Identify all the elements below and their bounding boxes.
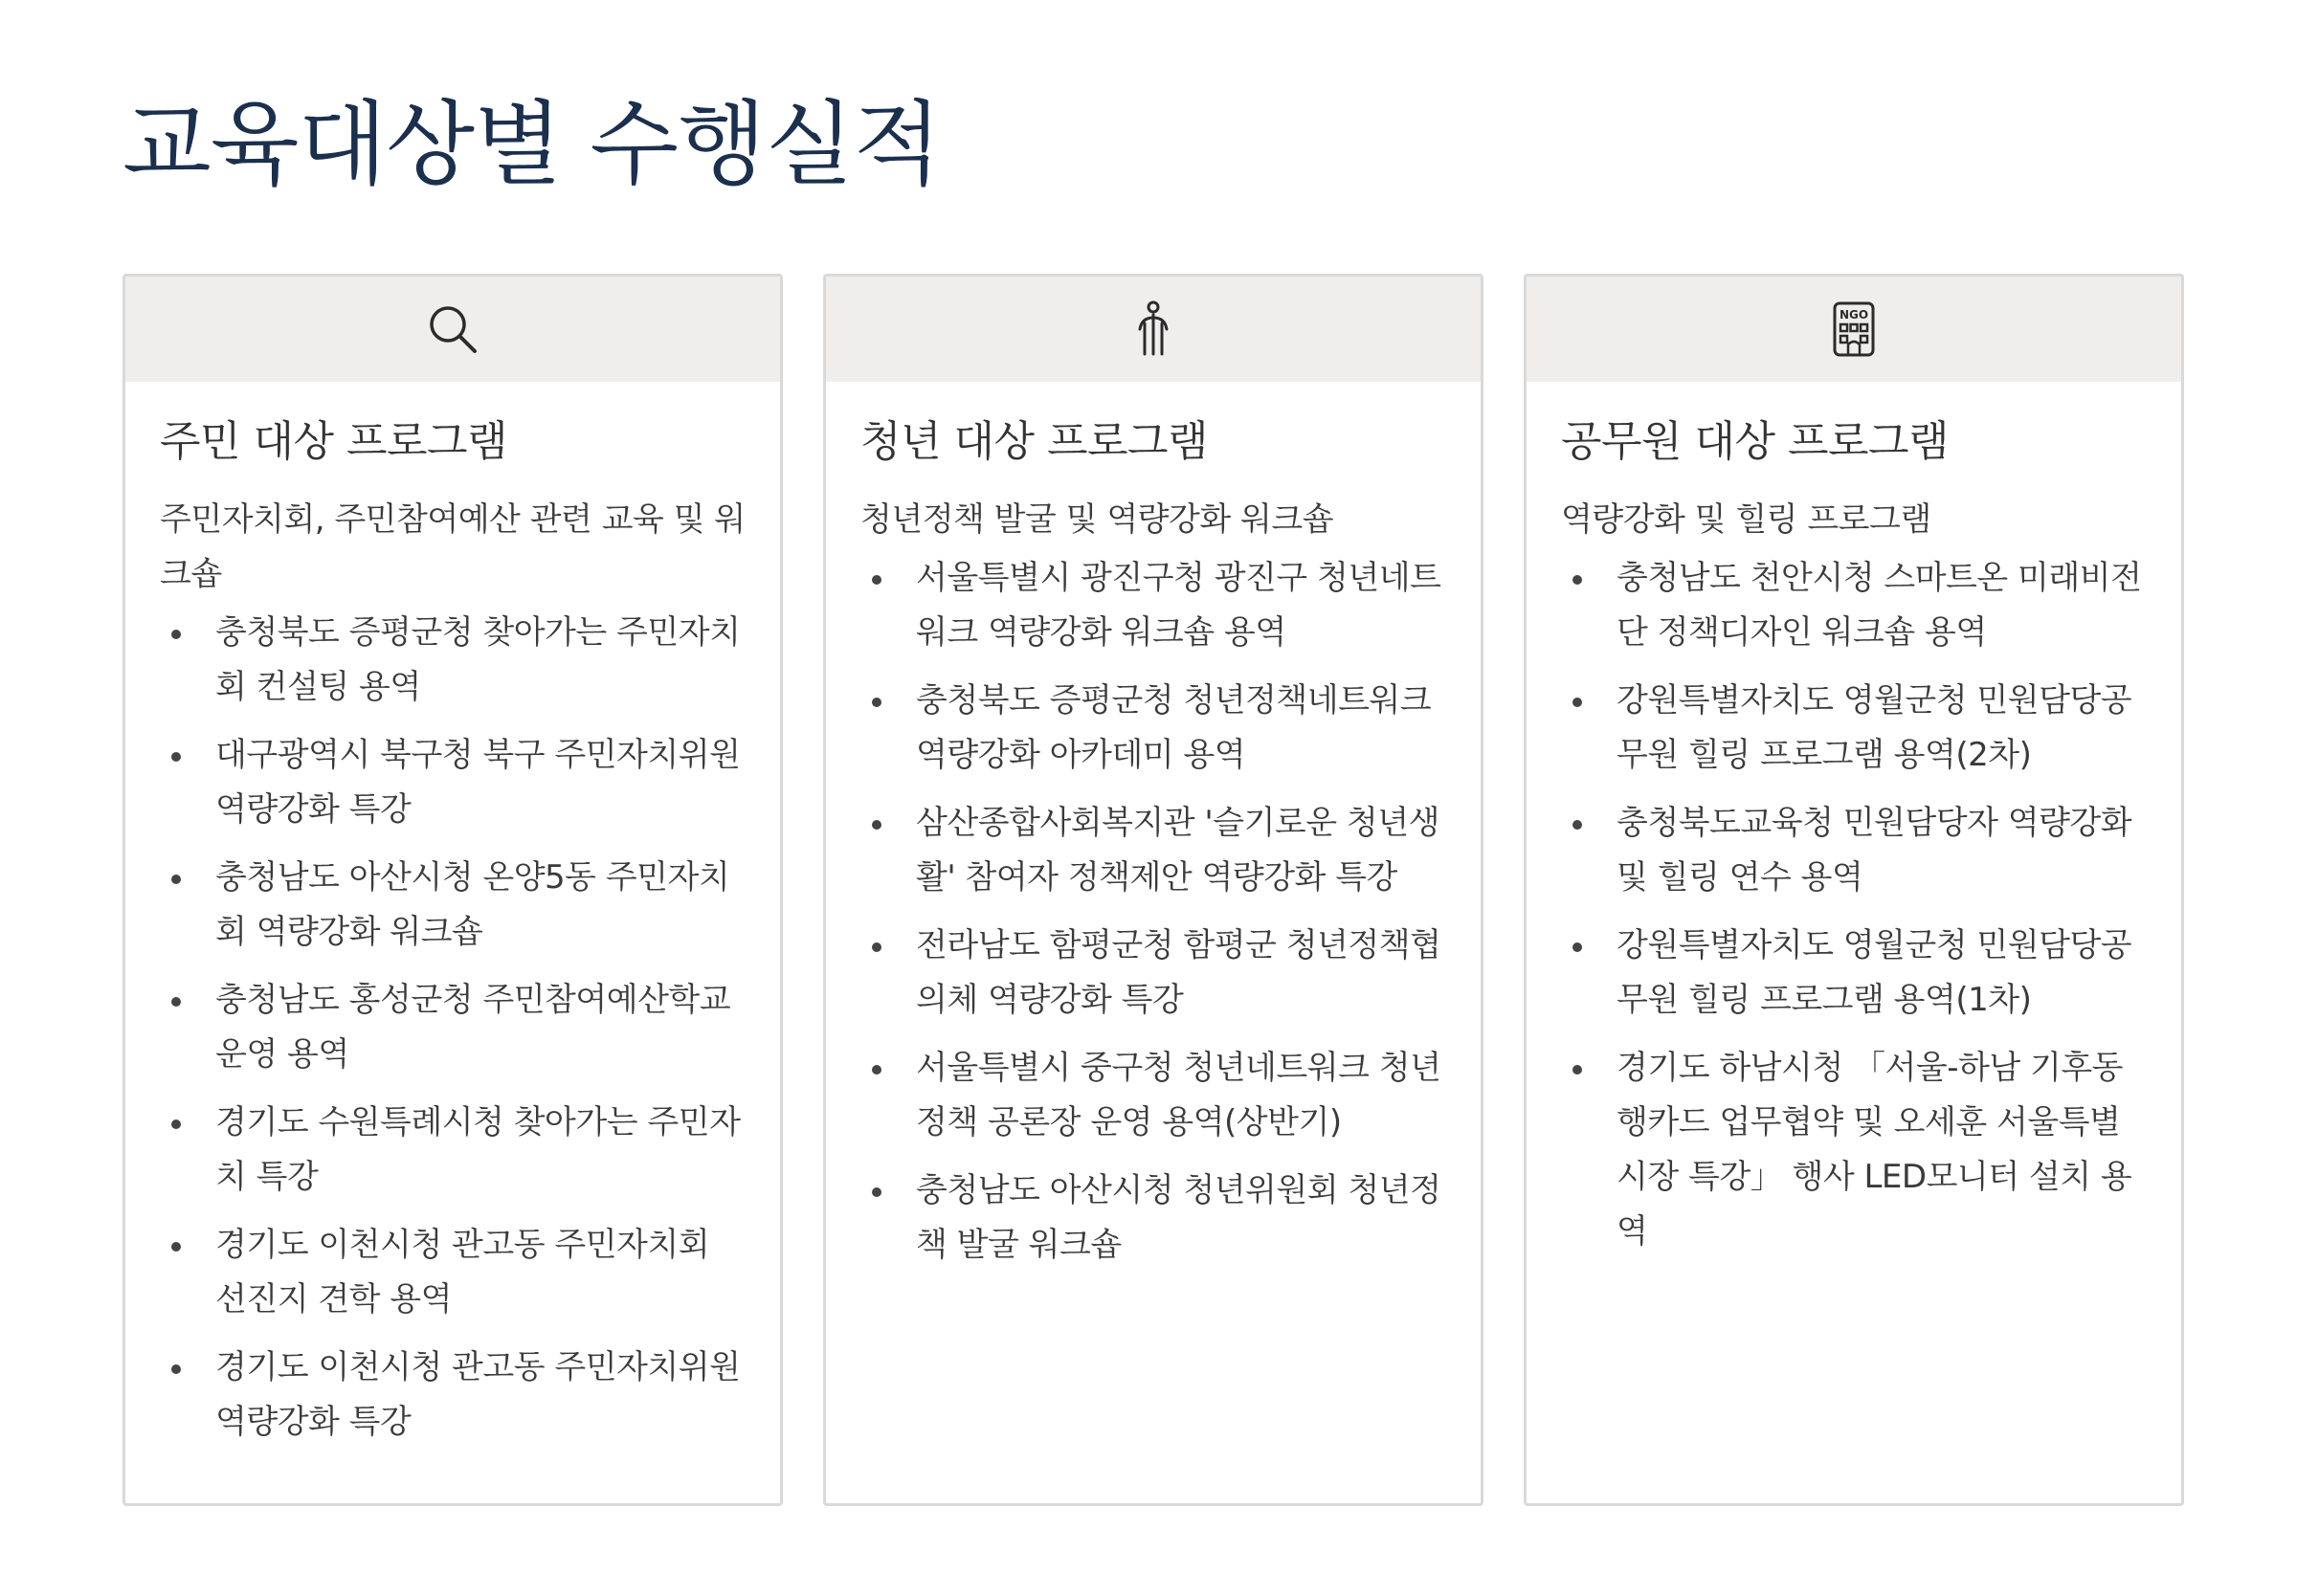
list-item: 충청남도 아산시청 청년위원회 청년정책 발굴 워크숍	[860, 1164, 1446, 1273]
project-list	[1561, 551, 2147, 1259]
person-icon	[1134, 300, 1172, 358]
list-item: 충청북도교육청 민원담당자 역량강화 및 힐링 연수 용역	[1561, 796, 2147, 905]
list-item: 충청남도 아산시청 온양5동 주민자치회 역량강화 워크숍	[160, 851, 746, 960]
civil-servant-program-card	[1524, 274, 2184, 1506]
card-header	[826, 277, 1481, 382]
list-item: 강원특별자치도 영월군청 민원담당공무원 힐링 프로그램 용역(2차)	[1561, 674, 2147, 783]
card-title: 주민 대상 프로그램	[160, 417, 508, 466]
card-header	[125, 277, 780, 382]
list-item: 서울특별시 중구청 청년네트워크 청년정책 공론장 운영 용역(상반기)	[860, 1041, 1446, 1150]
list-item: 충청북도 증평군청 청년정책네트워크 역량강화 아카데미 용역	[860, 674, 1446, 783]
list-item: 강원특별자치도 영월군청 민원담당공무원 힐링 프로그램 용역(1차)	[1561, 919, 2147, 1028]
list-item: 서울특별시 광진구청 광진구 청년네트워크 역량강화 워크숍 용역	[860, 551, 1446, 660]
list-item: 삼산종합사회복지관 '슬기로운 청년생활' 참여자 정책제안 역량강화 특강	[860, 796, 1446, 905]
card-description: 역량강화 및 힐링 프로그램	[1561, 500, 1931, 539]
list-item: 경기도 이천시청 관고동 주민자치회 선진지 견학 용역	[160, 1218, 746, 1327]
project-list	[860, 551, 1446, 1273]
resident-program-card	[123, 274, 783, 1506]
list-item: 경기도 이천시청 관고동 주민자치위원 역량강화 특강	[160, 1341, 746, 1450]
search-icon	[424, 300, 481, 358]
page-title: 교육대상별 수행실적	[123, 91, 942, 198]
list-item: 충청북도 증평군청 찾아가는 주민자치회 컨설팅 용역	[160, 606, 746, 715]
ngo-building-icon	[1832, 300, 1876, 358]
card-header	[1527, 277, 2181, 382]
list-item: 전라남도 함평군청 함평군 청년정책협의체 역량강화 특강	[860, 919, 1446, 1028]
list-item: 경기도 하남시청 「서울-하남 기후동행카드 업무협약 및 오세훈 서울특별시장 특강」 행사 LED모니터 설치 용역	[1561, 1041, 2147, 1259]
list-item: 충청남도 홍성군청 주민참여예산학교 운영 용역	[160, 973, 746, 1082]
list-item: 대구광역시 북구청 북구 주민자치위원 역량강화 특강	[160, 728, 746, 837]
ngo-label: NGO	[1839, 308, 1869, 321]
project-list	[160, 606, 746, 1450]
card-title: 공무원 대상 프로그램	[1561, 417, 1950, 466]
card-description: 청년정책 발굴 및 역량강화 워크숍	[860, 500, 1334, 539]
card-title: 청년 대상 프로그램	[860, 417, 1209, 466]
youth-program-card	[823, 274, 1483, 1506]
card-description: 주민자치회, 주민참여예산 관련 교육 및 워크숍	[160, 500, 746, 593]
list-item: 경기도 수원특례시청 찾아가는 주민자치 특강	[160, 1096, 746, 1205]
list-item: 충청남도 천안시청 스마트온 미래비전단 정책디자인 워크숍 용역	[1561, 551, 2147, 660]
